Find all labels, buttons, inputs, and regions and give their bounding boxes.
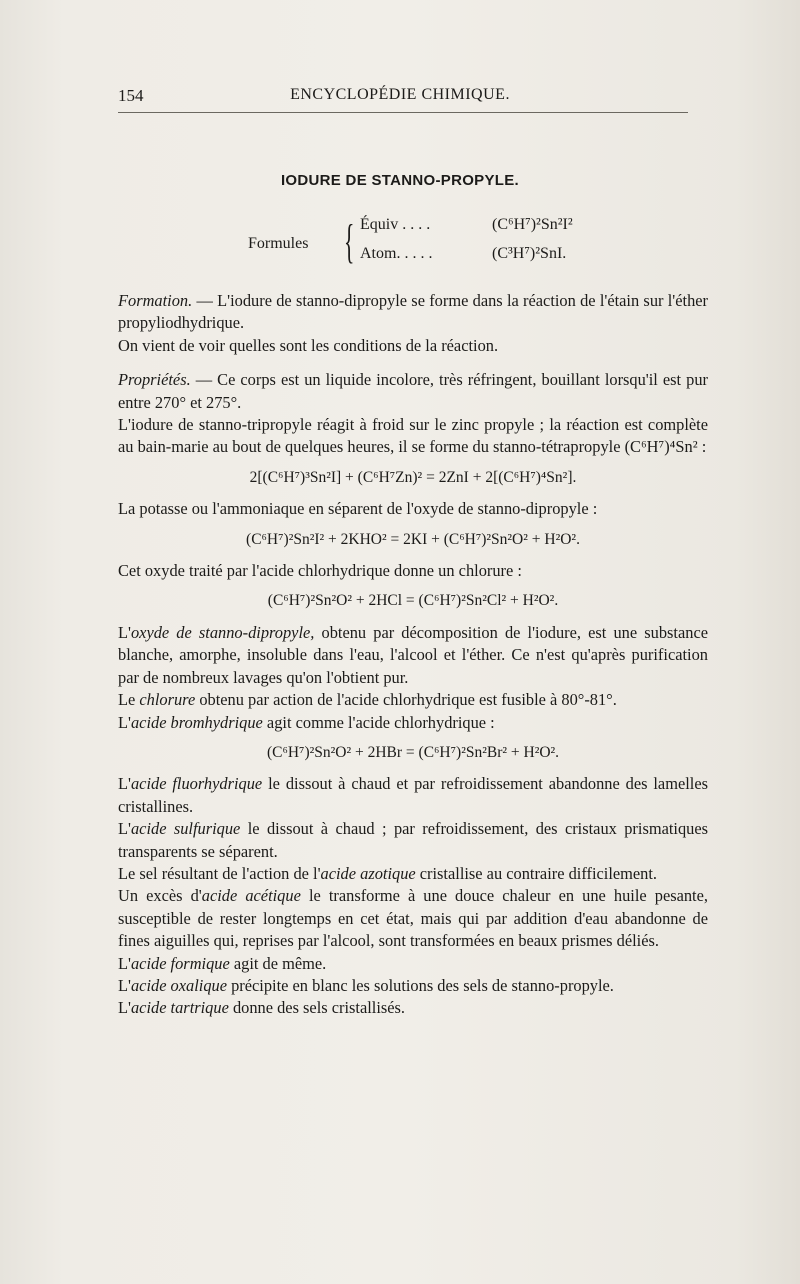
proprietes-heading: Propriétés. — [118, 370, 191, 390]
paragraph-potasse: La potasse ou l'ammoniaque en séparent de l'oxyde de stanno-dipropyle : — [118, 499, 598, 519]
equation-4: (C⁶H⁷)²Sn²O² + 2HBr = (C⁶H⁷)²Sn²Br² + H²O². — [266, 743, 560, 761]
chlorure-text: obtenu par action de l'acide chlorhydrique est fusible à 80°-81°. — [195, 690, 617, 710]
header-rule — [118, 112, 688, 113]
formique-text: agit de même. — [229, 953, 327, 973]
oxyde-term: oxyde de stanno-dipropyle, — [130, 622, 315, 642]
oxalique-text: précipite en blanc les solutions des sels de stanno-propyle. — [227, 975, 614, 995]
oxalique-term: acide oxalique — [130, 975, 227, 995]
article: L' — [118, 953, 131, 973]
paragraph-oxyde — [118, 622, 708, 689]
paragraph-formique — [118, 953, 708, 975]
acetique-pre: Un excès d' — [118, 886, 202, 906]
azotique-term: acide azotique — [320, 863, 416, 883]
azotique-text: cristallise au contraire difficilement. — [415, 863, 658, 883]
paragraph-sulfurique — [118, 818, 708, 863]
atom-label: Atom. . . . . — [360, 245, 433, 262]
page-number: 154 — [118, 86, 144, 105]
section-title: IODURE DE STANNO-PROPYLE. — [280, 172, 520, 189]
article: L' — [118, 819, 131, 839]
azotique-pre: Le sel résultant de l'action de l' — [118, 863, 321, 883]
acetique-text: le transforme à une douce chaleur en une huile pesante, susceptible de rester longtemps en cet état, mais qui par addition d'eau abandonne de fines aiguilles qui, reprises par l'alcool, sont transformées en beaux prismes déliés. — [118, 886, 708, 951]
page-header — [118, 86, 682, 108]
paragraph-formation-2: On vient de voir quelles sont les conditions de la réaction. — [118, 335, 499, 355]
formula-row-atom — [360, 245, 566, 263]
formula-block — [248, 216, 578, 276]
article: Le — [118, 690, 140, 710]
equiv-label: Équiv . . . . — [360, 216, 431, 233]
bromhydrique-term: acide bromhydrique — [130, 712, 263, 732]
running-title: ENCYCLOPÉDIE CHIMIQUE. — [290, 86, 510, 103]
formation-text: — L'iodure de stanno-dipropyle se forme dans la réaction de l'étain sur l'éther propyliodhydrique. — [118, 291, 708, 333]
paragraph-oxyde-traite: Cet oxyde traité par l'acide chlorhydrique donne un chlorure : — [118, 561, 522, 581]
equation-3: (C⁶H⁷)²Sn²O² + 2HCl = (C⁶H⁷)²Sn²Cl² + H²O². — [267, 592, 559, 610]
paragraph-acetique — [118, 885, 708, 952]
body-text — [118, 290, 708, 1020]
fluorhydrique-term: acide fluorhydrique — [130, 774, 263, 794]
article: L' — [118, 712, 131, 732]
fluorhydrique-text: le dissout à chaud et par refroidissement abandonne des lamelles cristallines. — [118, 774, 708, 816]
equation-1: 2[(C⁶H⁷)³Sn²I] + (C⁶H⁷Zn)² = 2ZnI + 2[(C⁶H⁷)⁴Sn²]. — [249, 468, 577, 486]
paragraph-fluorhydrique — [118, 773, 708, 818]
oxyde-text: obtenu par décomposition de l'iodure, est une substance blanche, amorphe, insoluble dans l'eau, l'alcool et l'éther. Ce n'est qu'après purification par de nombreux lavages qu'on l'obtient pur. — [118, 622, 708, 687]
formique-term: acide formique — [130, 953, 230, 973]
paragraph-azotique — [118, 863, 708, 885]
brace-icon: { — [344, 215, 355, 268]
bromhydrique-text: agit comme l'acide chlorhydrique : — [262, 712, 495, 732]
paragraph-tartrique — [118, 997, 708, 1019]
sulfurique-text: le dissout à chaud ; par refroidissement, des cristaux prismatiques transparents se séparent. — [118, 819, 708, 861]
acetique-term: acide acétique — [201, 886, 301, 906]
tartrique-term: acide tartrique — [130, 998, 229, 1018]
article: L' — [118, 774, 131, 794]
article: L' — [118, 998, 131, 1018]
chlorure-term: chlorure — [139, 690, 196, 710]
paragraph-tripropyle: L'iodure de stanno-tripropyle réagit à froid sur le zinc propyle ; la réaction est complète au bain-marie au bout de quelques heures, il se forme du stanno-tétrapropyle (C⁶H⁷)⁴Sn² : — [118, 415, 708, 457]
formula-row-equiv — [360, 216, 573, 234]
sulfurique-term: acide sulfurique — [130, 819, 241, 839]
formation-heading: Formation. — [118, 291, 193, 310]
paragraph-oxalique — [118, 975, 708, 997]
paragraph-chlorure — [118, 689, 708, 711]
article: L' — [118, 975, 131, 995]
equiv-value: (C⁶H⁷)²Sn²I² — [492, 216, 573, 233]
proprietes-text: — Ce corps est un liquide incolore, très réfringent, bouillant lorsqu'il est pur entre 270° et 275°. — [118, 370, 708, 412]
equation-2: (C⁶H⁷)²Sn²I² + 2KHO² = 2KI + (C⁶H⁷)²Sn²O² + H²O². — [246, 530, 580, 548]
formula-label: Formules — [248, 235, 309, 252]
paragraph-proprietes — [118, 369, 708, 414]
paragraph-formation — [118, 290, 708, 335]
atom-value: (C³H⁷)²SnI. — [492, 245, 567, 262]
article: L' — [118, 622, 131, 642]
tartrique-text: donne des sels cristallisés. — [228, 998, 406, 1018]
paragraph-bromhydrique — [118, 712, 708, 734]
